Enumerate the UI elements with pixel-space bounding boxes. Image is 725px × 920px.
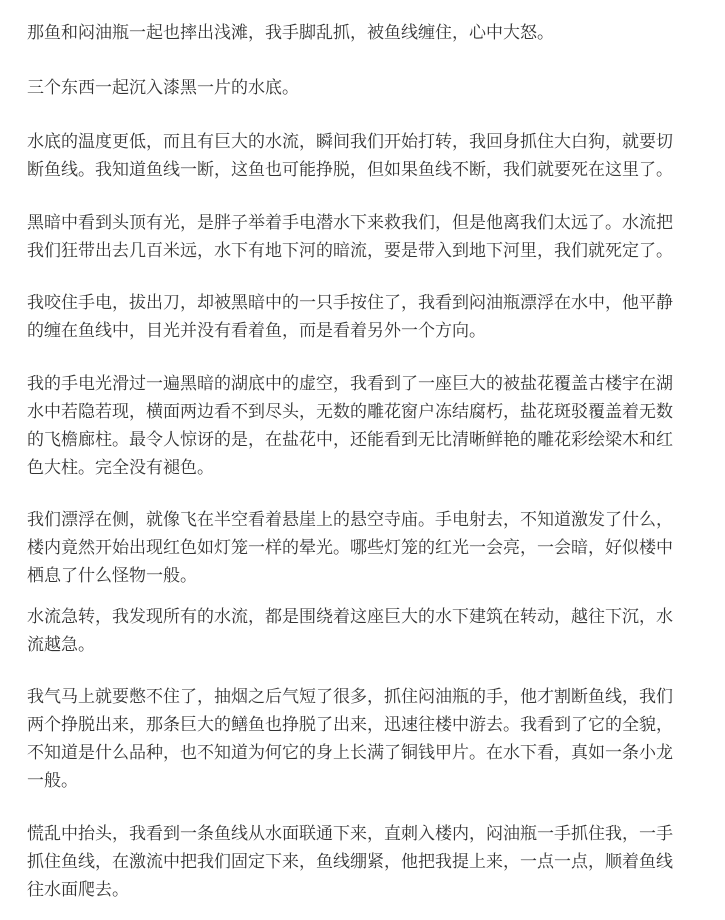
text-line: 的飞檐廊柱。最令人惊讶的是，在盐花中，还能看到无比清晰鲜艳的雕花彩绘梁木和红	[27, 430, 673, 450]
text-line: 水中若隐若现，横面两边看不到尽头，无数的雕花窗户冻结腐朽，盐花斑驳覆盖着无数	[27, 402, 673, 422]
text-line: 断鱼线。我知道鱼线一断，这鱼也可能挣脱，但如果鱼线不断，我们就要死在这里了。	[27, 160, 673, 180]
text-line: 黑暗中看到头顶有光，是胖子举着手电潜水下来救我们，但是他离我们太远了。水流把	[27, 213, 673, 233]
text-line: 色大柱。完全没有褪色。	[27, 458, 214, 478]
text-line: 往水面爬去。	[27, 880, 129, 900]
paragraph-6	[27, 370, 717, 482]
text-line: 楼内竟然开始出现红色如灯笼一样的晕光。哪些灯笼的红光一会亮，一会暗，好似楼中	[27, 538, 673, 558]
text-line: 水底的温度更低，而且有巨大的水流，瞬间我们开始打转，我回身抓住大白狗，就要切	[27, 132, 673, 152]
text-line: 我们漂浮在侧，就像飞在半空看着悬崖上的悬空寺庙。手电射去，不知道激发了什么，	[27, 510, 673, 530]
text-line: 我气马上就要憋不住了，抽烟之后气短了很多，抓住闷油瓶的手，他才割断鱼线，我们	[27, 687, 673, 707]
text-line: 水流急转，我发现所有的水流，都是围绕着这座巨大的水下建筑在转动，越往下沉，水	[27, 607, 673, 627]
paragraph-1	[27, 19, 717, 47]
paragraph-4	[27, 209, 717, 265]
text-line: 慌乱中抬头，我看到一条鱼线从水面联通下来，直刺入楼内，闷油瓶一手抓住我，一手	[27, 824, 673, 844]
paragraph-10	[27, 820, 717, 904]
paragraph-3	[27, 128, 717, 184]
paragraph-8	[27, 603, 717, 659]
text-line: 我咬住手电，拔出刀，却被黑暗中的一只手按住了，我看到闷油瓶漂浮在水中，他平静	[27, 293, 673, 313]
text-line: 我的手电光滑过一遍黑暗的湖底中的虚空，我看到了一座巨大的被盐花覆盖古楼宇在湖	[27, 374, 673, 394]
text-line: 那鱼和闷油瓶一起也摔出浅滩，我手脚乱抓，被鱼线缠住，心中大怒。	[27, 23, 554, 43]
text-line: 流越急。	[27, 635, 95, 655]
text-line: 一般。	[27, 771, 78, 791]
text-line: 栖息了什么怪物一般。	[27, 566, 197, 586]
text-line: 两个挣脱出来，那条巨大的鳝鱼也挣脱了出来，迅速往楼中游去。我看到了它的全貌，	[27, 715, 673, 735]
text-line: 我们狂带出去几百米远，水下有地下河的暗流，要是带入到地下河里，我们就死定了。	[27, 241, 673, 261]
text-line: 不知道是什么品种，也不知道为何它的身上长满了铜钱甲片。在水下看，真如一条小龙	[27, 743, 673, 763]
text-line: 抓住鱼线，在激流中把我们固定下来，鱼线绷紧，他把我提上来，一点一点，顺着鱼线	[27, 852, 673, 872]
paragraph-2	[27, 74, 717, 102]
paragraph-5	[27, 289, 717, 345]
text-line: 三个东西一起沉入漆黑一片的水底。	[27, 78, 299, 98]
text-line: 的缠在鱼线中，目光并没有看着鱼，而是看着另外一个方向。	[27, 321, 486, 341]
paragraph-7	[27, 506, 717, 590]
paragraph-9	[27, 683, 717, 795]
